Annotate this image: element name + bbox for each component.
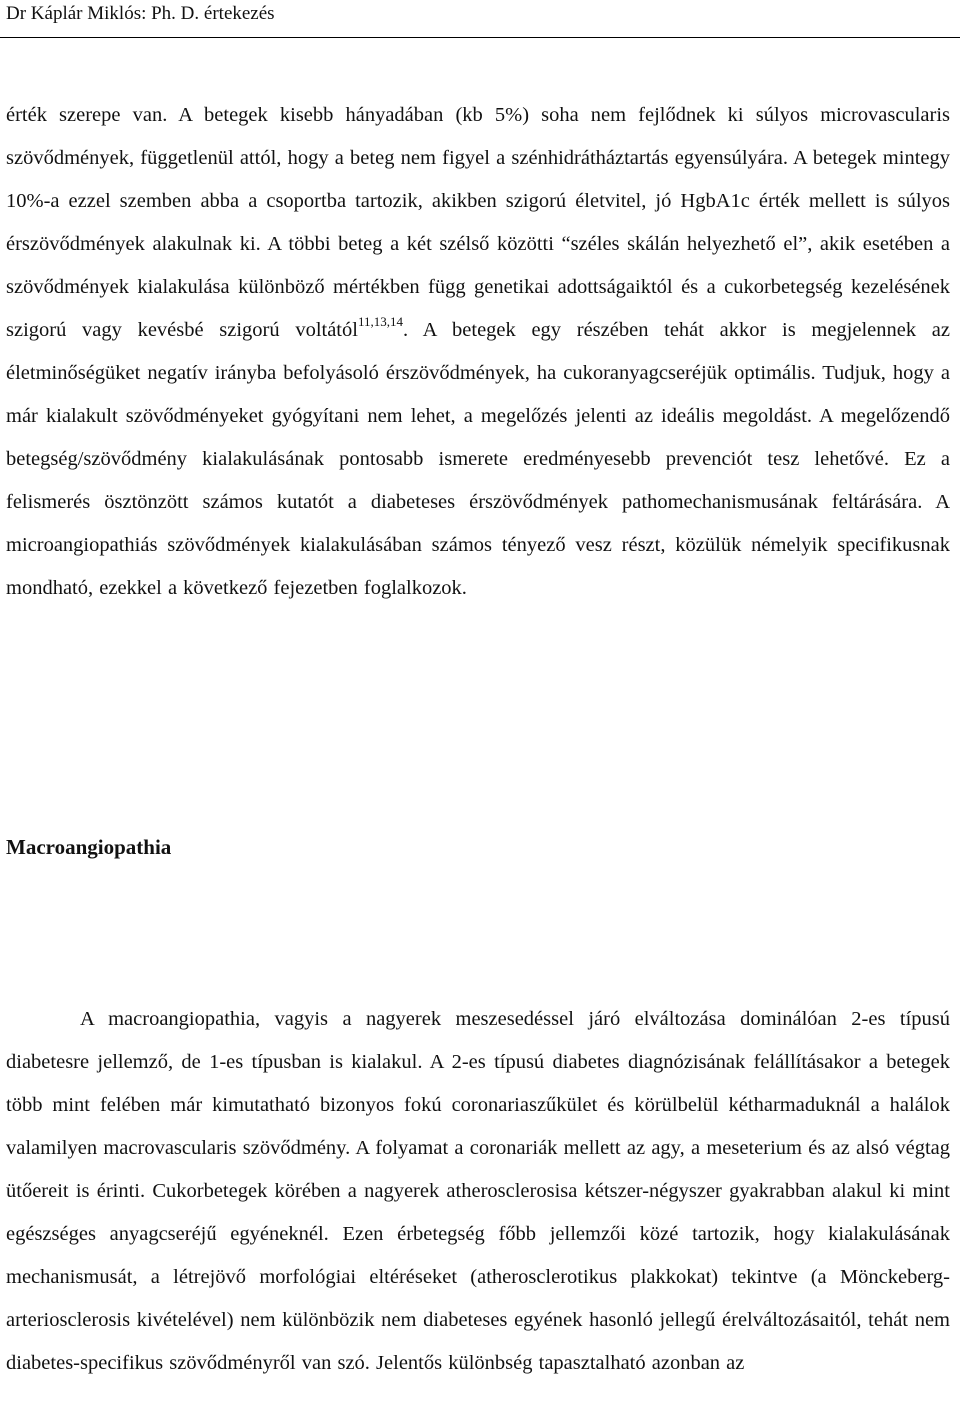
section-heading: Macroangiopathia xyxy=(6,835,172,859)
paragraph-text: érték szerepe van. A betegek kisebb hányadában (kb 5%) soha nem fejlődnek ki súlyos microvascularis szövődmények, függetlenül attól, hogy a beteg nem figyel a szénhidrátháztartás egyensúlyára. A betegek mintegy 10%-a ezzel szemben abba a csoportba tartozik, akikben szigorú életvitel, jó HgbA1c érték mellett is súlyos érszövődmények alakulnak ki. A többi beteg a két szélső közötti “széles skálán helyezhető el”, akik esetében a szövődmények kialakulása különböző mértékben függ genetikai adottságaiktól és a cukorbetegség kezelésének szigorú vagy kevésbé szigorú voltától xyxy=(6,104,950,341)
header-divider xyxy=(0,37,960,38)
body-paragraph xyxy=(6,94,950,610)
running-header: Dr Káplár Miklós: Ph. D. értekezés xyxy=(6,3,275,24)
citation-reference: 11,13,14 xyxy=(357,314,403,330)
paragraph-text-continued: . A betegek egy részében tehát akkor is megjelennek az életminőségüket negatív irányba befolyásoló érszövődmények, ha cukoranyagcseréjük optimális. Tudjuk, hogy a már kialakult szövődményeket gyógyítani nem lehet, a megelőzés jelenti az ideális megoldást. A megelőzendő betegség/szövődmény kialakulásának pontosabb ismerete eredményesebb prevenciót tesz lehetővé. Ez a felismerés ösztönzött számos kutatót a diabeteses érszövődmények pathomechanismusának feltárására. A microangiopathiás szövődmények kialakulásában számos tényező vesz részt, közülük némelyik specifikusnak mondható, ezekkel a következő fejezetben foglalkozok. xyxy=(6,319,950,599)
section-paragraph: A macroangiopathia, vagyis a nagyerek meszesedéssel járó elváltozása dominálóan 2-es típusú diabetesre jellemző, de 1-es típusban is kialakul. A 2-es típusú diabetes diagnózisának felállításakor a betegek több mint felében már kimutatható bizonyos fokú coronariaszűkület és körülbelül kétharmaduknál a halálok valamilyen macrovascularis szövődmény. A folyamat a coronariák mellett az agy, a meseterium és az alsó végtag ütőereit is érinti. Cukorbetegek körében a nagyerek atherosclerosisa kétszer-négyszer gyakrabban alakul ki mint egészséges anyagcseréjű egyéneknél. Ezen érbetegség főbb jellemzői közé tartozik, hogy kialakulásának mechanismusát, a létrejövő morfológiai eltéréseket (atherosclerotikus plakkokat) tekintve (a Mönckeberg-arteriosclerosis kivételével) nem különbözik nem diabeteses egyének hasonló jellegű érelváltozásaitól, tehát nem diabetes-specifikus szövődményről van szó. Jelentős különbség tapasztalható azonban az xyxy=(6,1008,950,1374)
